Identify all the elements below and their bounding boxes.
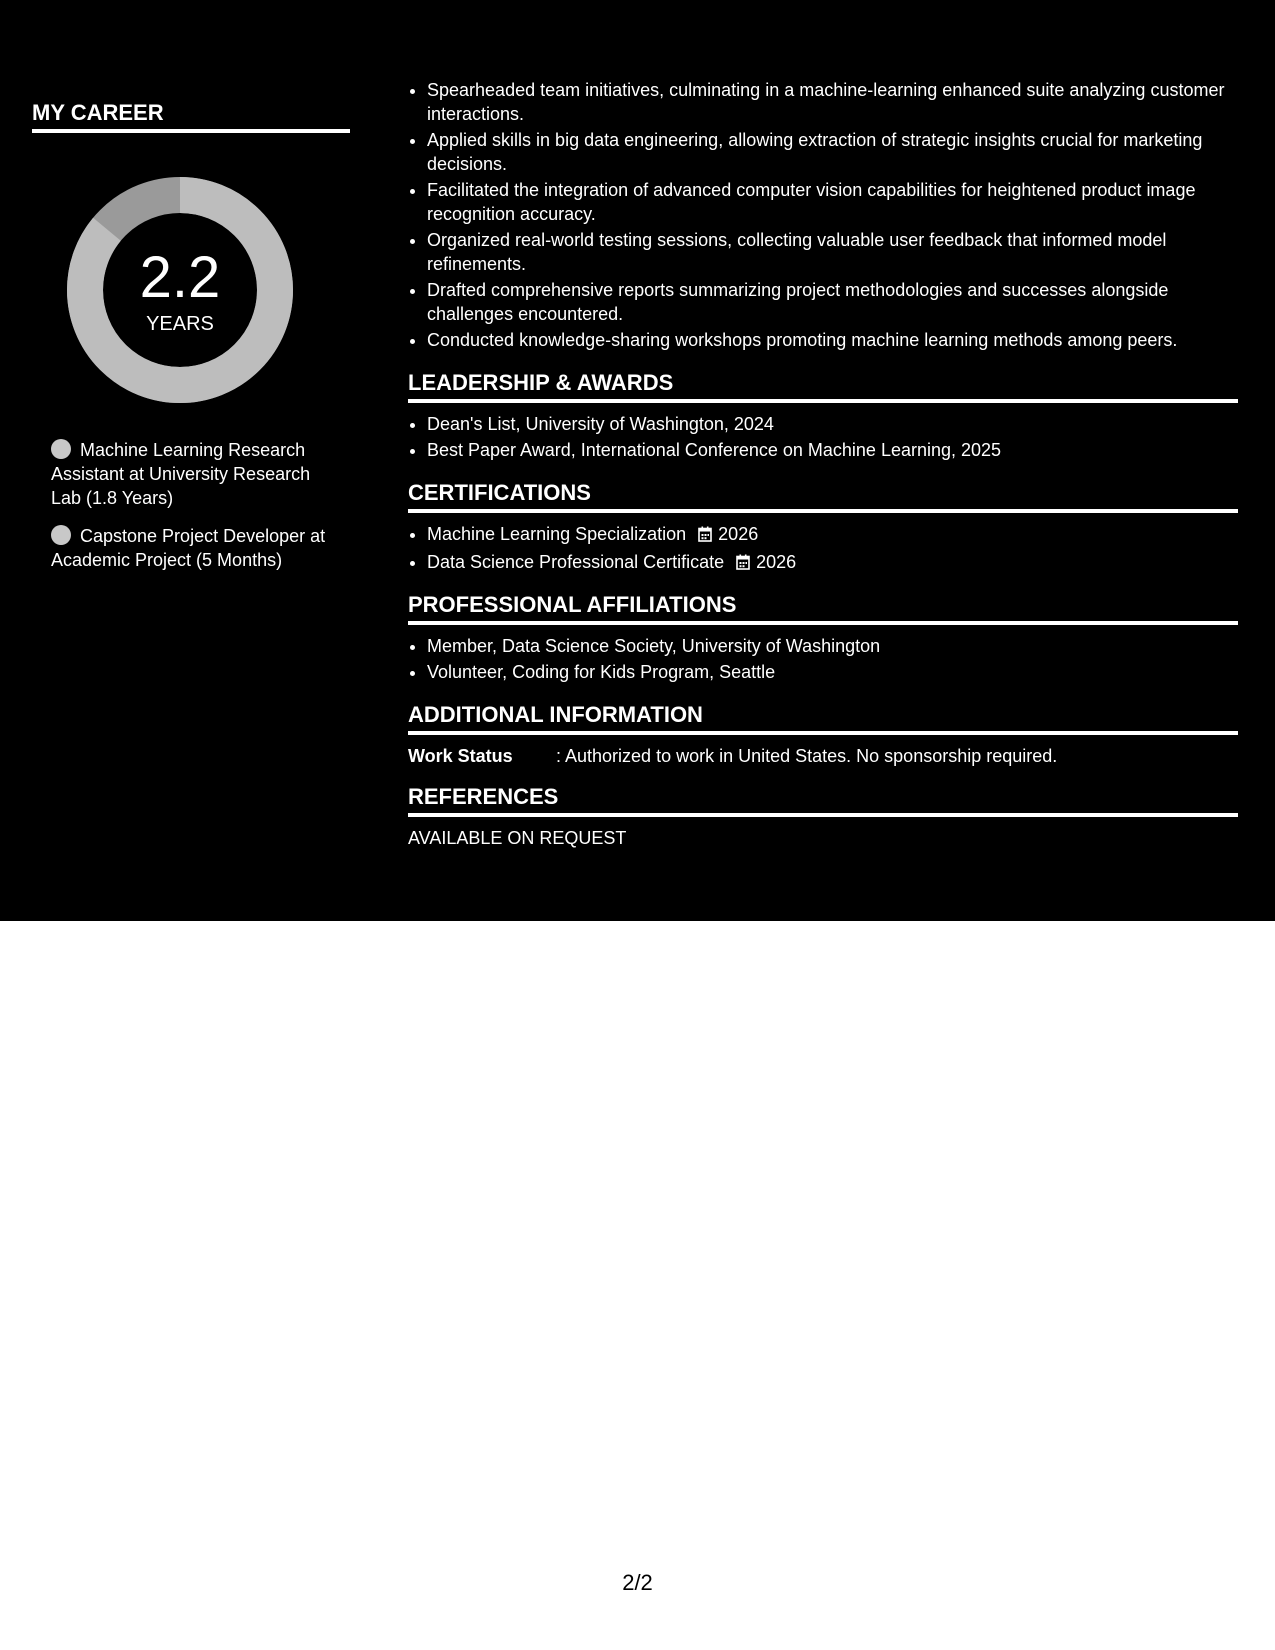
certification-item	[427, 550, 1238, 574]
experience-bullets	[408, 78, 1238, 352]
career-dot-icon	[51, 525, 71, 545]
page-number: 2/2	[622, 1570, 653, 1595]
total-years-unit: YEARS	[146, 313, 214, 335]
main-content	[408, 78, 1238, 850]
section-rule	[408, 399, 1238, 403]
career-item	[51, 524, 331, 572]
work-status-row	[408, 744, 1238, 768]
references-heading: REFERENCES	[408, 784, 559, 809]
certifications-heading: CERTIFICATIONS	[408, 480, 591, 505]
experience-bullet: • Organized real-world testing sessions, collecting valuable user feedback that informed model refinements.	[427, 228, 1238, 276]
affiliations-list	[408, 634, 1238, 684]
affiliations-heading: PROFESSIONAL AFFILIATIONS	[408, 592, 737, 617]
career-dot-icon	[51, 439, 71, 459]
calendar-icon	[736, 554, 750, 570]
certification-name: Data Science Professional Certificate	[427, 552, 725, 572]
certification-item	[427, 522, 1238, 546]
career-heading-rule	[32, 129, 350, 133]
sidebar	[0, 0, 382, 921]
career-years-donut	[66, 176, 294, 404]
experience-bullet: • Facilitated the integration of advanced computer vision capabilities for heightened product image recognition accuracy.	[427, 178, 1238, 226]
leadership-heading: LEADERSHIP & AWARDS	[408, 370, 674, 395]
work-status-label: Work Status	[408, 746, 513, 766]
career-heading: MY CAREER	[32, 100, 164, 125]
affiliation-item: • Member, Data Science Society, University of Washington	[427, 634, 1238, 658]
leadership-item: • Dean's List, University of Washington, 2024	[427, 412, 1238, 436]
career-item	[51, 438, 331, 510]
section-rule	[408, 731, 1238, 735]
career-item-text: Machine Learning Research Assistant at University Research Lab (1.8 Years)	[51, 440, 311, 508]
section-rule	[408, 509, 1238, 513]
leadership-item: • Best Paper Award, International Conference on Machine Learning, 2025	[427, 438, 1238, 462]
additional-info-heading: ADDITIONAL INFORMATION	[408, 702, 703, 727]
affiliation-item: • Volunteer, Coding for Kids Program, Seattle	[427, 660, 1238, 684]
calendar-icon	[698, 526, 712, 542]
career-item-text: Capstone Project Developer at Academic Project (5 Months)	[51, 526, 326, 570]
references-text: AVAILABLE ON REQUEST	[408, 828, 627, 848]
experience-bullet: • Applied skills in big data engineering, allowing extraction of strategic insights crucial for marketing decisions.	[427, 128, 1238, 176]
certification-name: Machine Learning Specialization	[427, 524, 687, 544]
career-list	[51, 438, 331, 586]
certification-year: 2026	[718, 524, 759, 544]
section-rule	[408, 813, 1238, 817]
certification-year: 2026	[756, 552, 797, 572]
experience-bullet: • Conducted knowledge-sharing workshops promoting machine learning methods among peers.	[427, 328, 1238, 352]
certifications-list	[408, 522, 1238, 574]
total-years-value: 2.2	[139, 245, 221, 310]
work-status-value: : Authorized to work in United States. No sponsorship required.	[556, 746, 1058, 766]
experience-bullet: • Spearheaded team initiatives, culminating in a machine-learning enhanced suite analyzing customer interactions.	[427, 78, 1238, 126]
section-rule	[408, 621, 1238, 625]
experience-bullet: • Drafted comprehensive reports summarizing project methodologies and successes alongside challenges encountered.	[427, 278, 1238, 326]
leadership-list	[408, 412, 1238, 462]
